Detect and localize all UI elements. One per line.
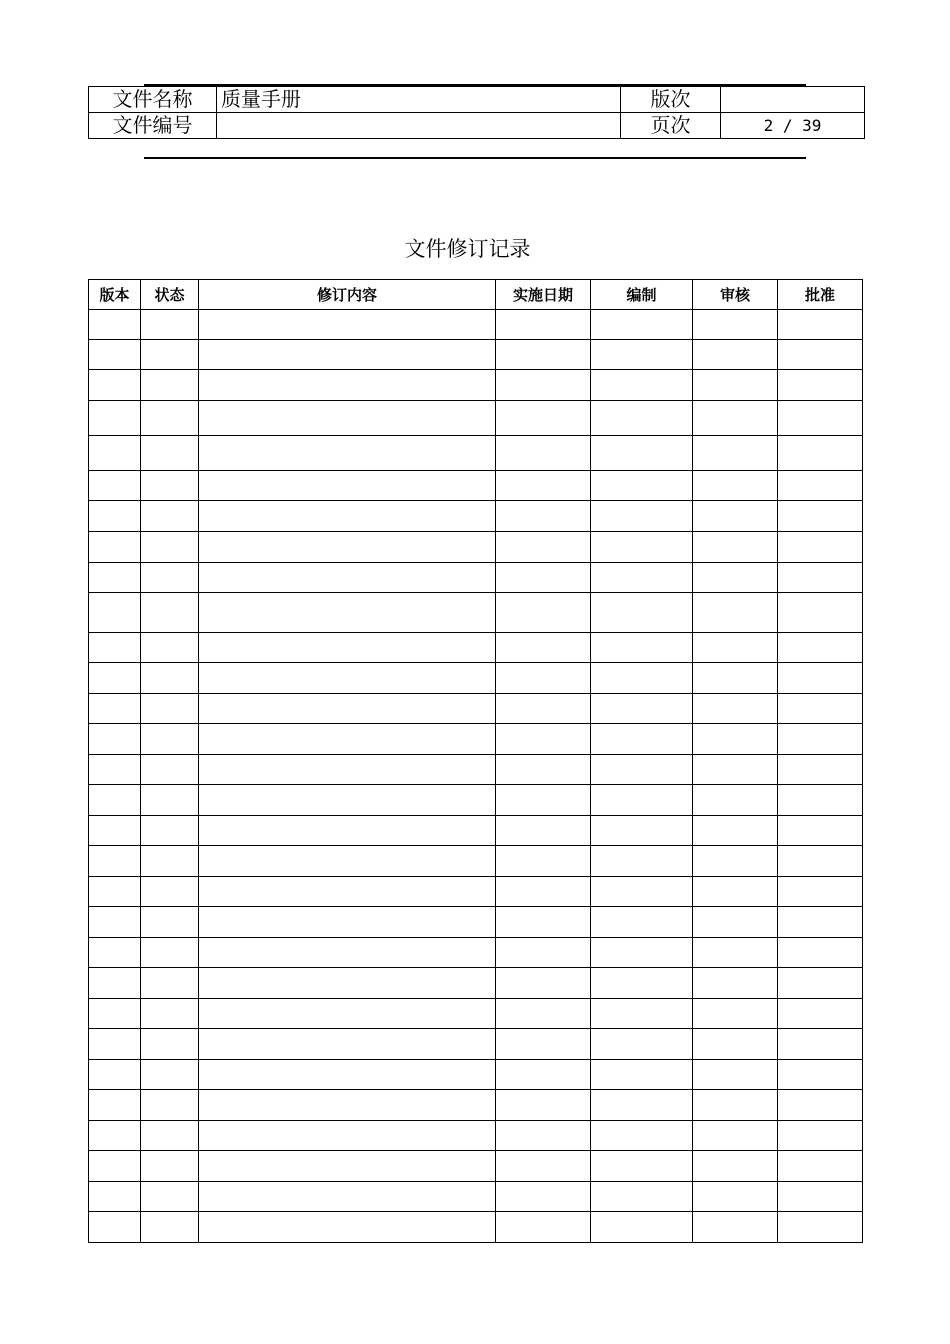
table-row — [89, 310, 863, 340]
table-cell — [693, 816, 778, 846]
table-cell — [693, 694, 778, 724]
revision-record-table — [88, 279, 863, 1243]
table-cell — [591, 968, 693, 999]
table-cell — [141, 1121, 199, 1151]
table-cell — [496, 593, 591, 633]
table-cell — [591, 471, 693, 501]
table-cell — [141, 724, 199, 755]
table-cell — [693, 532, 778, 563]
table-cell — [591, 1090, 693, 1121]
table-cell — [89, 593, 141, 633]
table-cell — [693, 471, 778, 501]
table-cell — [693, 370, 778, 401]
table-cell — [778, 1029, 863, 1060]
column-header-prepared-by: 编制 — [591, 280, 693, 310]
table-cell — [496, 999, 591, 1029]
table-cell — [591, 907, 693, 938]
table-cell — [778, 877, 863, 907]
table-cell — [591, 663, 693, 694]
table-cell — [199, 877, 496, 907]
table-cell — [778, 310, 863, 340]
table-cell — [591, 370, 693, 401]
table-cell — [89, 370, 141, 401]
table-cell — [141, 401, 199, 436]
table-cell — [591, 1182, 693, 1212]
table-row — [89, 877, 863, 907]
table-cell — [591, 938, 693, 968]
table-cell — [591, 501, 693, 532]
table-cell — [496, 938, 591, 968]
table-cell — [199, 563, 496, 593]
table-cell — [778, 1182, 863, 1212]
table-cell — [693, 1060, 778, 1090]
table-cell — [496, 968, 591, 999]
table-cell — [199, 1060, 496, 1090]
table-cell — [199, 663, 496, 694]
table-cell — [591, 310, 693, 340]
column-header-status: 状态 — [141, 280, 199, 310]
table-cell — [199, 1212, 496, 1243]
table-cell — [496, 563, 591, 593]
table-cell — [591, 785, 693, 816]
table-cell — [496, 370, 591, 401]
table-cell — [591, 755, 693, 785]
table-cell — [693, 1151, 778, 1182]
table-cell — [693, 999, 778, 1029]
table-cell — [496, 1212, 591, 1243]
table-cell — [693, 907, 778, 938]
table-cell — [591, 563, 693, 593]
table-cell — [693, 340, 778, 370]
table-cell — [199, 436, 496, 471]
table-cell — [496, 907, 591, 938]
table-row — [89, 1212, 863, 1243]
table-cell — [591, 340, 693, 370]
table-cell — [199, 968, 496, 999]
table-cell — [591, 694, 693, 724]
table-row — [89, 968, 863, 999]
table-cell — [693, 1182, 778, 1212]
table-cell — [778, 1212, 863, 1243]
table-cell — [693, 785, 778, 816]
file-number-value — [217, 113, 621, 139]
page-label: 页次 — [621, 113, 721, 139]
table-row — [89, 907, 863, 938]
table-cell — [89, 846, 141, 877]
table-cell — [89, 633, 141, 663]
table-cell — [199, 401, 496, 436]
table-cell — [141, 846, 199, 877]
table-cell — [591, 1151, 693, 1182]
table-cell — [693, 938, 778, 968]
table-row — [89, 755, 863, 785]
table-cell — [591, 1121, 693, 1151]
table-cell — [591, 633, 693, 663]
table-cell — [591, 877, 693, 907]
column-header-approved-by: 批准 — [778, 280, 863, 310]
table-cell — [199, 999, 496, 1029]
table-cell — [496, 436, 591, 471]
page-value: 2 / 39 — [721, 113, 865, 139]
table-cell — [199, 938, 496, 968]
table-cell — [199, 755, 496, 785]
header-row-name — [89, 87, 865, 113]
table-cell — [199, 724, 496, 755]
table-cell — [693, 663, 778, 694]
table-cell — [778, 1060, 863, 1090]
table-cell — [89, 532, 141, 563]
table-row — [89, 846, 863, 877]
table-cell — [141, 310, 199, 340]
table-cell — [693, 593, 778, 633]
version-label: 版次 — [621, 87, 721, 113]
table-cell — [591, 1060, 693, 1090]
table-cell — [199, 1090, 496, 1121]
table-cell — [141, 340, 199, 370]
table-cell — [496, 1029, 591, 1060]
table-cell — [89, 1090, 141, 1121]
table-cell — [496, 310, 591, 340]
table-cell — [778, 340, 863, 370]
table-cell — [591, 999, 693, 1029]
table-cell — [778, 968, 863, 999]
table-cell — [778, 370, 863, 401]
table-cell — [778, 436, 863, 471]
table-cell — [141, 563, 199, 593]
table-cell — [778, 401, 863, 436]
header-row-number — [89, 113, 865, 139]
table-cell — [89, 999, 141, 1029]
table-cell — [591, 593, 693, 633]
table-cell — [693, 1029, 778, 1060]
table-cell — [693, 755, 778, 785]
table-cell — [89, 1029, 141, 1060]
table-row — [89, 1182, 863, 1212]
table-row — [89, 663, 863, 694]
table-cell — [496, 1182, 591, 1212]
table-row — [89, 340, 863, 370]
table-cell — [89, 310, 141, 340]
table-cell — [141, 694, 199, 724]
table-cell — [199, 370, 496, 401]
table-cell — [778, 563, 863, 593]
table-cell — [89, 501, 141, 532]
table-row — [89, 1121, 863, 1151]
table-row — [89, 532, 863, 563]
table-cell — [496, 816, 591, 846]
table-row — [89, 816, 863, 846]
table-cell — [693, 724, 778, 755]
table-cell — [199, 846, 496, 877]
table-cell — [89, 340, 141, 370]
table-cell — [496, 663, 591, 694]
table-cell — [591, 436, 693, 471]
table-cell — [141, 370, 199, 401]
table-cell — [199, 1151, 496, 1182]
document-header-table — [88, 86, 865, 139]
table-cell — [591, 1029, 693, 1060]
table-cell — [496, 1151, 591, 1182]
table-cell — [199, 633, 496, 663]
table-cell — [496, 785, 591, 816]
column-header-revision-content: 修订内容 — [199, 280, 496, 310]
table-row — [89, 593, 863, 633]
table-cell — [778, 907, 863, 938]
file-name-label: 文件名称 — [89, 87, 217, 113]
table-cell — [89, 563, 141, 593]
table-cell — [199, 785, 496, 816]
table-cell — [778, 846, 863, 877]
table-cell — [89, 1121, 141, 1151]
table-cell — [89, 471, 141, 501]
header-bottom-rule — [144, 157, 806, 159]
table-cell — [89, 755, 141, 785]
table-row — [89, 436, 863, 471]
table-cell — [778, 501, 863, 532]
table-cell — [693, 501, 778, 532]
file-name-value: 质量手册 — [217, 87, 621, 113]
revision-table-header-row — [89, 280, 863, 310]
table-cell — [778, 663, 863, 694]
table-cell — [591, 816, 693, 846]
table-cell — [778, 471, 863, 501]
table-cell — [496, 1060, 591, 1090]
table-cell — [778, 593, 863, 633]
column-header-reviewed-by: 审核 — [693, 280, 778, 310]
table-cell — [89, 816, 141, 846]
file-number-label: 文件编号 — [89, 113, 217, 139]
table-cell — [141, 755, 199, 785]
table-cell — [141, 938, 199, 968]
table-row — [89, 370, 863, 401]
table-cell — [693, 1212, 778, 1243]
table-cell — [693, 1090, 778, 1121]
table-cell — [199, 471, 496, 501]
table-cell — [693, 633, 778, 663]
table-row — [89, 563, 863, 593]
table-cell — [89, 938, 141, 968]
table-row — [89, 694, 863, 724]
table-cell — [496, 724, 591, 755]
table-row — [89, 785, 863, 816]
table-row — [89, 724, 863, 755]
table-cell — [693, 846, 778, 877]
table-cell — [199, 907, 496, 938]
table-cell — [199, 1182, 496, 1212]
table-cell — [591, 724, 693, 755]
table-cell — [199, 593, 496, 633]
table-row — [89, 401, 863, 436]
table-cell — [778, 938, 863, 968]
table-cell — [778, 999, 863, 1029]
table-row — [89, 938, 863, 968]
table-cell — [591, 846, 693, 877]
page-title: 文件修订记录 — [404, 237, 531, 261]
table-cell — [496, 501, 591, 532]
table-cell — [89, 724, 141, 755]
table-cell — [89, 401, 141, 436]
table-cell — [778, 785, 863, 816]
table-cell — [778, 532, 863, 563]
table-cell — [693, 877, 778, 907]
table-cell — [496, 846, 591, 877]
table-cell — [199, 694, 496, 724]
table-cell — [199, 501, 496, 532]
table-cell — [141, 593, 199, 633]
table-cell — [89, 785, 141, 816]
table-cell — [496, 532, 591, 563]
table-cell — [141, 1151, 199, 1182]
table-cell — [141, 1029, 199, 1060]
table-cell — [199, 310, 496, 340]
table-row — [89, 1060, 863, 1090]
table-cell — [89, 1151, 141, 1182]
table-cell — [778, 694, 863, 724]
table-cell — [141, 877, 199, 907]
table-cell — [141, 663, 199, 694]
table-cell — [591, 1212, 693, 1243]
table-cell — [778, 1090, 863, 1121]
table-cell — [141, 501, 199, 532]
table-cell — [496, 401, 591, 436]
table-cell — [199, 532, 496, 563]
table-cell — [199, 1029, 496, 1060]
table-cell — [496, 1090, 591, 1121]
table-cell — [496, 877, 591, 907]
table-cell — [141, 816, 199, 846]
table-cell — [693, 310, 778, 340]
table-cell — [591, 401, 693, 436]
table-row — [89, 501, 863, 532]
table-cell — [141, 1182, 199, 1212]
table-cell — [89, 1182, 141, 1212]
table-cell — [693, 436, 778, 471]
table-cell — [199, 340, 496, 370]
table-cell — [496, 471, 591, 501]
table-cell — [141, 785, 199, 816]
table-cell — [89, 694, 141, 724]
table-row — [89, 1090, 863, 1121]
table-cell — [141, 436, 199, 471]
table-cell — [693, 968, 778, 999]
table-cell — [496, 340, 591, 370]
table-cell — [693, 563, 778, 593]
table-cell — [89, 436, 141, 471]
table-cell — [141, 907, 199, 938]
table-cell — [591, 532, 693, 563]
table-cell — [496, 694, 591, 724]
table-cell — [693, 1121, 778, 1151]
table-row — [89, 1151, 863, 1182]
table-cell — [496, 1121, 591, 1151]
table-cell — [199, 816, 496, 846]
table-cell — [141, 1090, 199, 1121]
revision-table-body — [89, 310, 863, 1243]
table-cell — [89, 968, 141, 999]
table-cell — [141, 968, 199, 999]
table-cell — [778, 816, 863, 846]
version-value — [721, 87, 865, 113]
table-cell — [141, 1060, 199, 1090]
table-cell — [778, 1121, 863, 1151]
table-row — [89, 1029, 863, 1060]
table-cell — [778, 755, 863, 785]
table-cell — [778, 724, 863, 755]
table-cell — [496, 633, 591, 663]
table-cell — [141, 532, 199, 563]
table-cell — [89, 877, 141, 907]
table-cell — [89, 1060, 141, 1090]
table-cell — [141, 471, 199, 501]
column-header-version: 版本 — [89, 280, 141, 310]
table-cell — [141, 1212, 199, 1243]
table-row — [89, 999, 863, 1029]
column-header-effective-date: 实施日期 — [496, 280, 591, 310]
table-row — [89, 633, 863, 663]
table-cell — [141, 999, 199, 1029]
table-cell — [778, 633, 863, 663]
table-cell — [496, 755, 591, 785]
table-cell — [693, 401, 778, 436]
table-row — [89, 471, 863, 501]
table-cell — [89, 663, 141, 694]
table-cell — [141, 633, 199, 663]
table-cell — [199, 1121, 496, 1151]
table-cell — [778, 1151, 863, 1182]
table-cell — [89, 1212, 141, 1243]
table-cell — [89, 907, 141, 938]
